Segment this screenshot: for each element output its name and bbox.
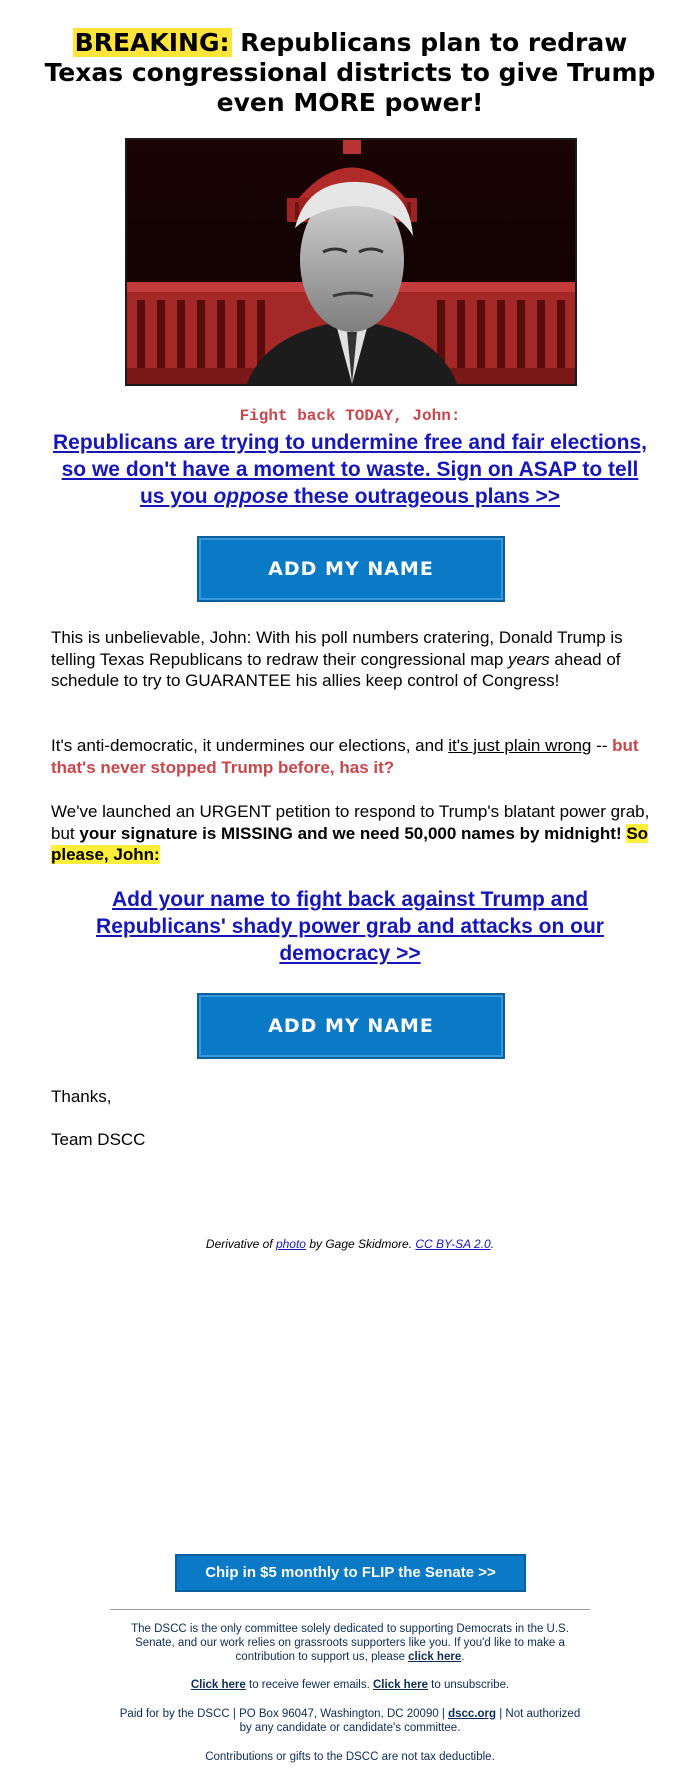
dscc-site-link[interactable]: dscc.org bbox=[448, 1708, 497, 1720]
footer-email-preferences: Click here to receive fewer emails. Click here to unsubscribe. bbox=[190, 1679, 510, 1691]
add-my-name-button-2[interactable]: ADD MY NAME bbox=[197, 993, 505, 1059]
paragraph-petition: We've launched an URGENT petition to respond to Trump's blatant power grab, but your signature is MISSING and we need 50,000 names by midnight! So please, John: bbox=[51, 802, 650, 864]
hero-image bbox=[125, 138, 577, 386]
contribute-link[interactable]: click here bbox=[408, 1651, 462, 1663]
footer-paid-for: Paid for by the DSCC | PO Box 96047, Washington, DC 20090 | dscc.org | Not authorized by any candidate or candidate's committee. bbox=[119, 1708, 581, 1734]
signoff-team: Team DSCC bbox=[51, 1130, 146, 1149]
chip-in-button[interactable]: Chip in $5 monthly to FLIP the Senate >> bbox=[175, 1554, 526, 1592]
headline-text: Republicans plan to redraw Texas congressional districts to give Trump even MORE power! bbox=[44, 28, 656, 117]
paragraph-intro: This is unbelievable, John: With his poll numbers cratering, Donald Trump is telling Texas Republicans to redraw their congressional map years ahead of schedule to try to GUARANTEE his allies keep control of Congress! bbox=[51, 628, 623, 690]
photo-credit: Derivative of photo by Gage Skidmore. CC BY-SA 2.0. bbox=[205, 1237, 495, 1251]
paragraph-anti-democratic: It's anti-democratic, it undermines our elections, and it's just plain wrong -- but that's never stopped Trump before, has it? bbox=[51, 736, 639, 777]
headline bbox=[40, 28, 660, 118]
footer-tax-note: Contributions or gifts to the DSCC are not tax deductible. bbox=[205, 1751, 495, 1763]
photo-link[interactable]: photo bbox=[275, 1237, 306, 1251]
signoff-thanks: Thanks, bbox=[51, 1087, 112, 1106]
breaking-label: BREAKING: bbox=[74, 28, 230, 57]
second-petition-link[interactable]: Add your name to fight back against Trump and Republicans' shady power grab and attacks on our democracy >> bbox=[96, 888, 604, 965]
fight-back-heading: Fight back TODAY, John: bbox=[239, 407, 461, 425]
lead-petition-link[interactable]: Republicans are trying to undermine free and fair elections, so we don't have a moment to waste. Sign on ASAP to tell us you oppose these outrageous plans >> bbox=[53, 431, 647, 508]
fewer-emails-link[interactable]: Click here bbox=[190, 1679, 246, 1691]
add-my-name-button[interactable]: ADD MY NAME bbox=[197, 536, 505, 602]
unsubscribe-link[interactable]: Click here bbox=[373, 1679, 428, 1691]
license-link[interactable]: CC BY-SA 2.0 bbox=[415, 1237, 491, 1251]
footer-about: The DSCC is the only committee solely dedicated to supporting Democrats in the U.S. Senate, and our work relies on grassroots supporters like you. If you'd like to make a contribution to support us, please click here. bbox=[131, 1623, 569, 1663]
trump-capitol-illustration bbox=[127, 140, 575, 384]
footer-divider bbox=[110, 1609, 590, 1610]
